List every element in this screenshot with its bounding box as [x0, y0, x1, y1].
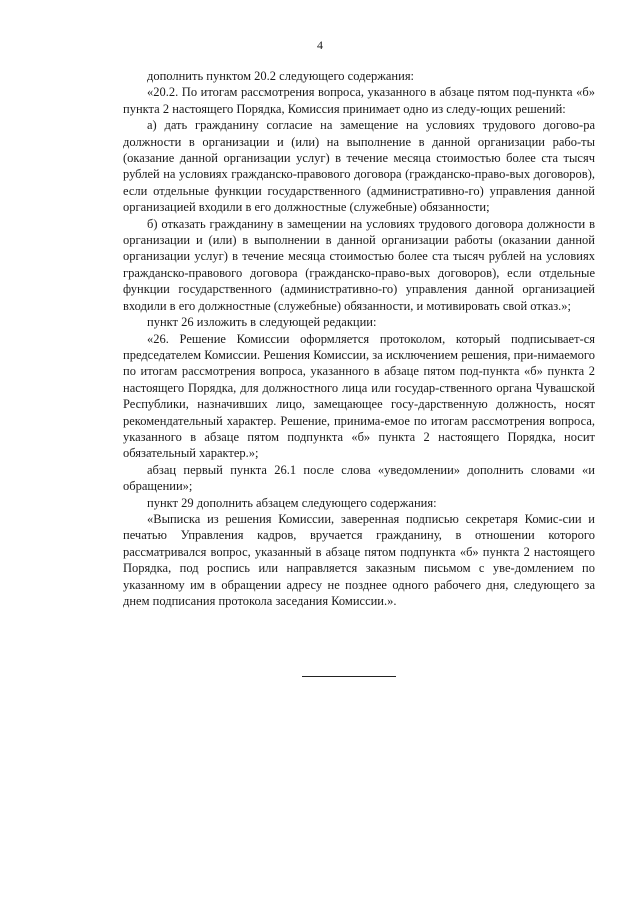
paragraph-option-b: б) отказать гражданину в замещении на условиях трудового договора должности в организации и (или) в выполнении в данной организации работы (оказании данной организации услуг) в течение месяца стоимостью более ста тысяч рублей на условиях гражданско-правового договора (гражданско-право-вых договоров), если отдельные функции государственного (административно-го) управления данной организацией входили в его должностные (служебные) обязанности, и мотивировать свой отказ.»;: [123, 216, 595, 313]
paragraph-29: «Выписка из решения Комиссии, заверенная подписью секретаря Комис-сии и печатью Управления кадров, вручается гражданину, в отношении которого рассматривался вопрос, указанный в абзаце пятом подпункта «б» пункта 2 настоящего Порядка, под роспись или направляется заказным письмом с уве-домлением по указанному им в обращении адресу не позднее одного рабочего дня, следующего за днем подписания протокола заседания Комиссии.».: [123, 511, 595, 608]
paragraph-intro-29: пункт 29 дополнить абзацем следующего содержания:: [147, 495, 437, 510]
closing-divider-line: [302, 676, 396, 677]
paragraph-option-a: а) дать гражданину согласие на замещение на условиях трудового догово-ра должности в организации и (или) на выполнение в данной организации рабо-ты (оказание данной организации услуг) в течение месяца стоимостью более ста тысяч рублей на условиях гражданско-правового договора (гражданско-право-вых договоров), если отдельные функции государственного (административно-го) управления данной организацией входили в его должностные (служебные) обязанности;: [123, 118, 595, 215]
page-number: 4: [317, 38, 323, 52]
paragraph-26-1: абзац первый пункта 26.1 после слова «уведомлении» дополнить словами «и обращении»;: [123, 462, 595, 494]
paragraph-intro-20-2: дополнить пунктом 20.2 следующего содержания:: [147, 69, 415, 83]
paragraph-26: «26. Решение Комиссии оформляется протоколом, который подписывает-ся председателем Комиссии. Решения Комиссии, за исключением решения, при-нимаемого по итогам рассмотрения вопроса, указанного в абзаце пятом под-пункта «б» пункта 2 настоящего Порядка, для должностного лица или государ-ственного органа Чувашской Республики, назначивших лицо, замещающее госу-дарственную должность, носят рекомендательный характер. Решение, принима-емое по итогам рассмотрения вопроса, указанного в абзаце пятом подпункта «б» пункта 2 настоящего Порядка, носит обязательный характер.»;: [123, 331, 595, 461]
paragraph-intro-26: пункт 26 изложить в следующей редакции:: [147, 315, 377, 330]
document-body: [123, 68, 595, 609]
paragraph-20-2: «20.2. По итогам рассмотрения вопроса, указанного в абзаце пятом под-пункта «б» пункта 2 настоящего Порядка, Комиссия принимает одно из следу-ющих решений:: [123, 85, 595, 116]
